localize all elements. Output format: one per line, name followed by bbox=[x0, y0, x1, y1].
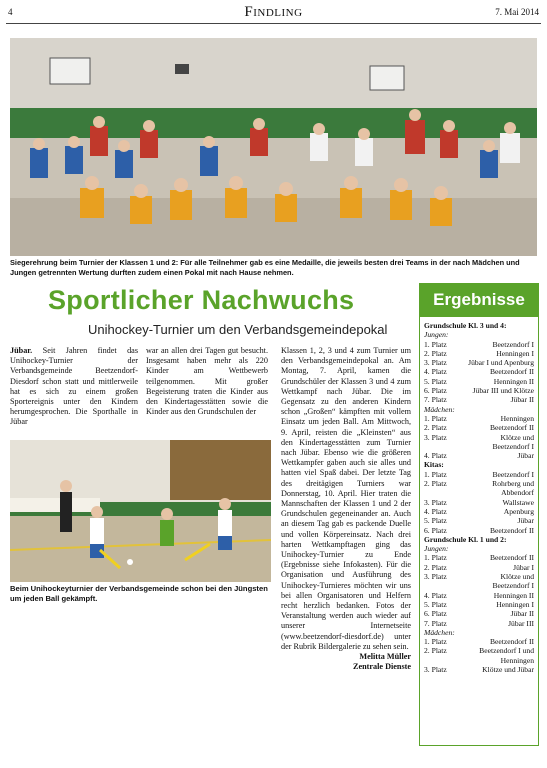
result-team: Klötze und Jübar bbox=[482, 664, 534, 674]
result-row bbox=[424, 637, 534, 646]
result-place: 5. Platz bbox=[424, 376, 447, 386]
publication-name: Findling bbox=[244, 4, 303, 20]
result-team: Klötze und Beetzendorf I bbox=[492, 432, 534, 451]
result-row bbox=[424, 665, 534, 674]
group-jungen: Jungen: bbox=[424, 544, 449, 554]
result-place: 1. Platz bbox=[424, 637, 447, 647]
result-place: 1. Platz bbox=[424, 339, 447, 349]
results-body bbox=[419, 317, 539, 746]
result-place: 3. Platz bbox=[424, 664, 447, 674]
result-place: 2. Platz bbox=[424, 646, 447, 656]
result-place: 7. Platz bbox=[424, 618, 447, 628]
result-team: Henningen II bbox=[493, 376, 534, 386]
result-team: Klötze und Beetzendorf I bbox=[492, 572, 534, 591]
result-row bbox=[424, 516, 534, 525]
result-team: Apenburg bbox=[503, 506, 534, 516]
result-place: 3. Platz bbox=[424, 358, 447, 368]
result-team: Wallstawe bbox=[502, 497, 534, 507]
group-maedchen: Mädchen: bbox=[424, 404, 455, 414]
section-kitas: Kitas: bbox=[424, 460, 444, 470]
result-row bbox=[424, 600, 534, 609]
results-box bbox=[419, 283, 539, 746]
page-number: 4 bbox=[8, 7, 13, 17]
article-column-1 bbox=[10, 346, 138, 428]
result-row bbox=[424, 526, 534, 535]
author-name: Melitta Müller bbox=[359, 652, 411, 662]
ceremony-photo bbox=[10, 38, 537, 256]
result-row bbox=[424, 572, 534, 591]
article-headline: Sportlicher Nachwuchs bbox=[48, 285, 355, 315]
result-team: Beetzendorf I und Henningen bbox=[479, 646, 534, 665]
result-place: 4. Platz bbox=[424, 367, 447, 377]
result-team: Rohrberg und Abbendorf bbox=[492, 479, 534, 498]
group-maedchen: Mädchen: bbox=[424, 627, 455, 637]
result-place: 6. Platz bbox=[424, 525, 447, 535]
article-column-2: war an allen drei Tagen gut besucht. Insgesamt haben mehr als 220 Kinder am Wettbewerb teilgenommen. Mit großer Begeisterung traten die Kinder aus den Kindertagesstätten sowie die Kinder aus den Grundschulen der bbox=[146, 346, 268, 417]
result-team: Beetzendorf I bbox=[492, 339, 534, 349]
result-team: Jübar I bbox=[513, 562, 534, 572]
section-gs-12: Grundschule Kl. 1 und 2: bbox=[424, 534, 507, 544]
author-department: Zentrale Dienste bbox=[353, 662, 411, 672]
result-team: Jübar III und Klötze bbox=[472, 386, 534, 396]
result-team: Beetzendorf II bbox=[489, 367, 534, 377]
column-3-text: Klassen 1, 2, 3 und 4 zum Turnier um den Verbandsgemeindepokal an. Am Montag, 7. April, kamen die Grundschüler der Klassen 3 und 4 zum Wettkampf nach Jübar. Die im Gegensatz zu den anderen Kindern schon „Großen“ kämpften mit vollem Einsatz um jeden Ball. Am Mittwoch, 9. April, reisten die „Kleinsten“ aus den Kindertagesstätten zum Turnier nach Jübar. Ebenso wie die größeren Wettkampfer gaben auch sie alles und hatten viel Spaß dabei. Der letzte Tag des dreitägigen Turniers war Donnerstag, 10. April. Hier traten die Mannschaften der Klassen 1 und 2 der Grundschulen gegeneinander an. Auch an diesem Tag gab es packende Duelle und vollen Körpereinsatz. Nach drei harten Wettkampftagen ging das Unihockey-Turnier zu Ende (Ergebnisse siehe Infokasten). Für die Organisation und Ausführung des Unihockey-Turnieres möchten wir uns bei allen Organisatoren und Helfern recht herzlich bedanken. Fotos der Veranstaltung werden auch wieder auf unserer Internetseite (www.beetzendorf-diesdorf.de) unter der Rubrik Bildergalerie zu sehen sein. bbox=[281, 346, 411, 651]
result-row bbox=[424, 553, 534, 562]
result-row bbox=[424, 619, 534, 628]
result-team: Henningen II bbox=[493, 590, 534, 600]
result-team: Jübar I und Apenburg bbox=[468, 358, 534, 368]
result-team: Beetzendorf II bbox=[489, 637, 534, 647]
result-place: 2. Platz bbox=[424, 479, 447, 489]
result-row bbox=[424, 377, 534, 386]
results-title: Ergebnisse bbox=[419, 283, 539, 317]
result-place: 3. Platz bbox=[424, 572, 447, 582]
match-caption: Beim Unihockeyturnier der Verbandsgemeinde schon bei den Jüngsten um jeden Ball gekämpft. bbox=[10, 584, 268, 603]
column-1-text: Seit Jahren findet das Unihockey-Turnier der Verbandsgemeinde Beetzendorf-Diesdorf schon statt und mittlerweile hat es sich zu einem großen Sportereignis unter den Kindern herumgesprochen. Die Sporthalle in Jübar bbox=[10, 346, 139, 427]
header-rule bbox=[6, 23, 541, 24]
result-row bbox=[424, 507, 534, 516]
result-team: Henningen bbox=[500, 413, 534, 423]
result-row bbox=[424, 591, 534, 600]
result-place: 1. Platz bbox=[424, 469, 447, 479]
result-team: Beetzendorf II bbox=[489, 553, 534, 563]
result-place: 6. Platz bbox=[424, 386, 447, 396]
results-list-gs12-jungen bbox=[424, 553, 534, 627]
result-place: 5. Platz bbox=[424, 516, 447, 526]
result-team: Jübar bbox=[517, 516, 534, 526]
result-row bbox=[424, 414, 534, 423]
result-place: 4. Platz bbox=[424, 590, 447, 600]
result-place: 6. Platz bbox=[424, 609, 447, 619]
article-subheadline: Unihockey-Turnier um den Verbandsgemeindepokal bbox=[88, 322, 388, 337]
result-team: Jübar II bbox=[510, 395, 534, 405]
result-row bbox=[424, 367, 534, 376]
result-row bbox=[424, 479, 534, 498]
result-place: 2. Platz bbox=[424, 562, 447, 572]
result-row bbox=[424, 395, 534, 404]
result-row bbox=[424, 470, 534, 479]
result-team: Beetzendorf II bbox=[489, 423, 534, 433]
result-place: 7. Platz bbox=[424, 395, 447, 405]
result-row bbox=[424, 609, 534, 618]
result-row bbox=[424, 349, 534, 358]
match-photo bbox=[10, 440, 271, 582]
result-place: 3. Platz bbox=[424, 497, 447, 507]
article-column-3 bbox=[281, 346, 411, 673]
result-row bbox=[424, 433, 534, 452]
result-row bbox=[424, 498, 534, 507]
result-team: Jübar bbox=[517, 451, 534, 461]
result-team: Beetzendorf II bbox=[489, 525, 534, 535]
result-team: Henningen I bbox=[496, 348, 534, 358]
result-place: 2. Platz bbox=[424, 348, 447, 358]
result-place: 4. Platz bbox=[424, 506, 447, 516]
results-list-gs34-jungen bbox=[424, 340, 534, 405]
result-row bbox=[424, 451, 534, 460]
result-team: Jübar II bbox=[510, 609, 534, 619]
section-gs-34: Grundschule Kl. 3 und 4: bbox=[424, 321, 507, 330]
result-place: 5. Platz bbox=[424, 599, 447, 609]
page-header bbox=[6, 4, 541, 22]
result-place: 1. Platz bbox=[424, 413, 447, 423]
ceremony-caption: Siegerehrung beim Turnier der Klassen 1 und 2: Für alle Teilnehmer gab es eine Medaille, die jeweils besten drei Teams in der nach Mädchen und Jungen getrennten Wertung durften zudem einen Pokal mit nach Hause nehmen. bbox=[10, 258, 520, 277]
result-team: Beetzendorf I bbox=[492, 469, 534, 479]
results-list-gs34-maedchen bbox=[424, 414, 534, 460]
result-place: 4. Platz bbox=[424, 451, 447, 461]
result-row bbox=[424, 646, 534, 665]
result-team: Jübar III bbox=[508, 618, 534, 628]
dateline: Jübar. bbox=[10, 346, 33, 355]
results-list-gs12-maedchen bbox=[424, 637, 534, 674]
results-list-kitas bbox=[424, 470, 534, 535]
result-row bbox=[424, 340, 534, 349]
result-place: 3. Platz bbox=[424, 432, 447, 442]
result-row bbox=[424, 423, 534, 432]
result-place: 1. Platz bbox=[424, 553, 447, 563]
result-team: Henningen I bbox=[496, 599, 534, 609]
result-place: 2. Platz bbox=[424, 423, 447, 433]
result-row bbox=[424, 563, 534, 572]
group-jungen: Jungen: bbox=[424, 330, 449, 340]
result-row bbox=[424, 358, 534, 367]
issue-date: 7. Mai 2014 bbox=[495, 7, 539, 17]
result-row bbox=[424, 386, 534, 395]
